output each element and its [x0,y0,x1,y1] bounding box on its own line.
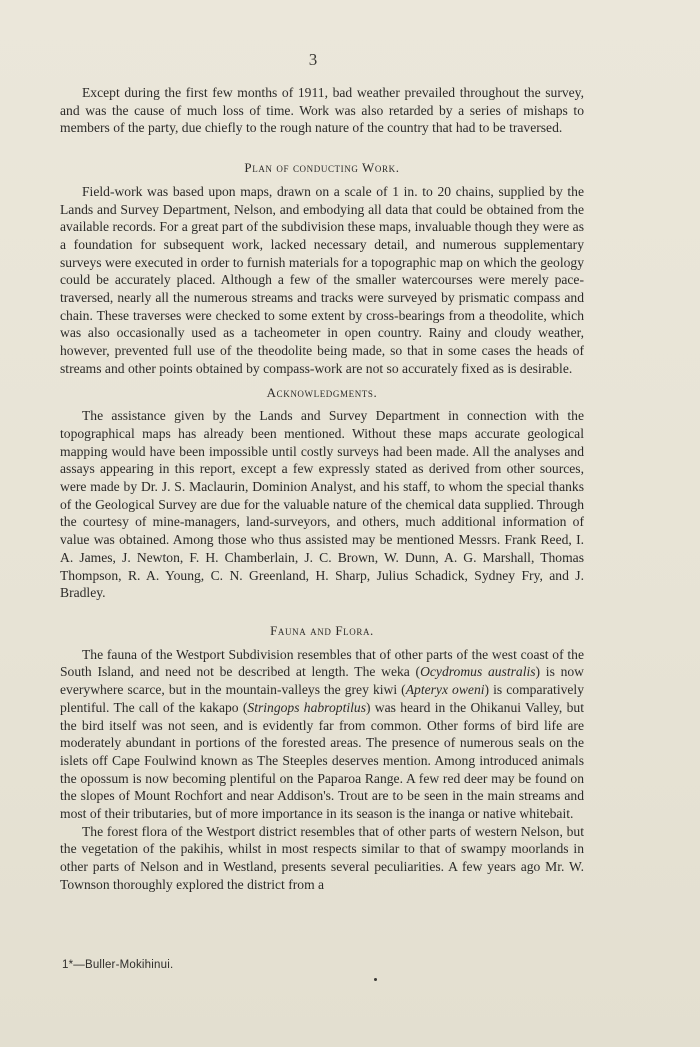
section-heading-acknowledgments: Acknowledgments. [266,384,378,400]
acknowledgments-paragraph: The assistance given by the Lands and Survey Department in connection with the topographical maps has already been mentioned. Without these maps accurate geological mapping would have been impossible until costly surveys had been made. All the analyses and assays appearing in this report, except a few expressly stated as derived from other sources, were made by Dr. J. S. Maclaurin, Dominion Analyst, and his staff, to whom the special thanks of the Geological Survey are due for the valuable nature of the chemical data supplied. Through the courtesy of mine-managers, land-surveyors, and others, much additional information of value was obtained. Among those who thus assisted may be mentioned Messrs. Frank Reed, I. A. James, J. Newton, F. H. Chamberlain, J. C. Brown, W. Dunn, A. G. Marshall, Thomas Thompson, R. A. Young, C. N. Greenland, H. Sharp, Julius Schadick, Sydney Fry, and J. Bradley. [60,408,584,601]
species-name-kakapo: Stringops habroptilus [247,699,366,715]
fauna-text-2: ) is now everywhere scarce, but in the mountain-valleys the grey kiwi ( [60,664,584,698]
page-footer-signature: 1*—Buller-Mokihinui. [62,959,174,971]
species-name-kiwi: Apteryx oweni [405,682,485,698]
ink-dot [374,978,377,981]
section-heading-plan: Plan of conducting Work. [244,160,400,176]
flora-paragraph: The forest flora of the Westport district resembles that of other parts of western Nelson, but the vegetation of the pakihis, whilst in most respects similar to that of swampy moorlands in other parts of Nelson and in Westland, presents several peculiarities. A few years ago Mr. W. Townson thoroughly explored the district from a [60,823,584,892]
species-name-weka: Ocydromus australis [420,664,536,680]
page-body [60,84,584,894]
plan-paragraph: Field-work was based upon maps, drawn on a scale of 1 in. to 20 chains, supplied by the Lands and Survey Department, Nelson, and embodying all data that could be obtained from the available records. For a great part of the subdivision these maps, invaluable though they were as a foundation for subsequent work, lacked necessary detail, and numerous supplementary surveys were executed in order to furnish materials for a topographic map on which the geology could be accurately placed. Although a few of the smaller watercourses were merely pace-traversed, nearly all the numerous streams and tracks were surveyed by prismatic compass and chain. These traverses were checked to some extent by cross-bearings from a theodolite, which was also occasionally used as a tacheometer in open country. Rainy and cloudy weather, however, prevented full use of the theodolite being made, so that in some cases the heads of streams and other points obtained by compass-work are not so accurately fixed as is desirable. [60,183,584,376]
fauna-text-4: ) was heard in the Ohikanui Valley, but the bird itself was not seen, and is evidently far from common. Other forms of bird life are moderately abundant in portions of the forested areas. The presence of numerous seals on the islets off Cape Foulwind known as The Steeples deserves mention. Among introduced animals the opossum is now becoming plentiful on the Paparoa Range. A few red deer may be found on the slopes of Mount Rochfort and near Addison's. Trout are to be seen in the main streams and most of their tributaries, but of more importance in its season is the inanga or native whitebait. [60,699,584,822]
intro-paragraph: Except during the first few months of 1911, bad weather prevailed throughout the survey, and was the cause of much loss of time. Work was also retarded by a series of mishaps to members of the party, due chiefly to the rough nature of the country that had to be traversed. [60,85,584,136]
fauna-text-1: The fauna of the Westport Subdivision resembles that of other parts of the west coast of the South Island, and need not be described at length. The weka ( [60,646,584,680]
section-heading-fauna-flora: Fauna and Flora. [270,622,374,638]
fauna-paragraph [60,646,584,823]
page-number: 3 [308,50,318,69]
fauna-text-3: ) is comparatively plentiful. The call of the kakapo ( [60,682,585,715]
